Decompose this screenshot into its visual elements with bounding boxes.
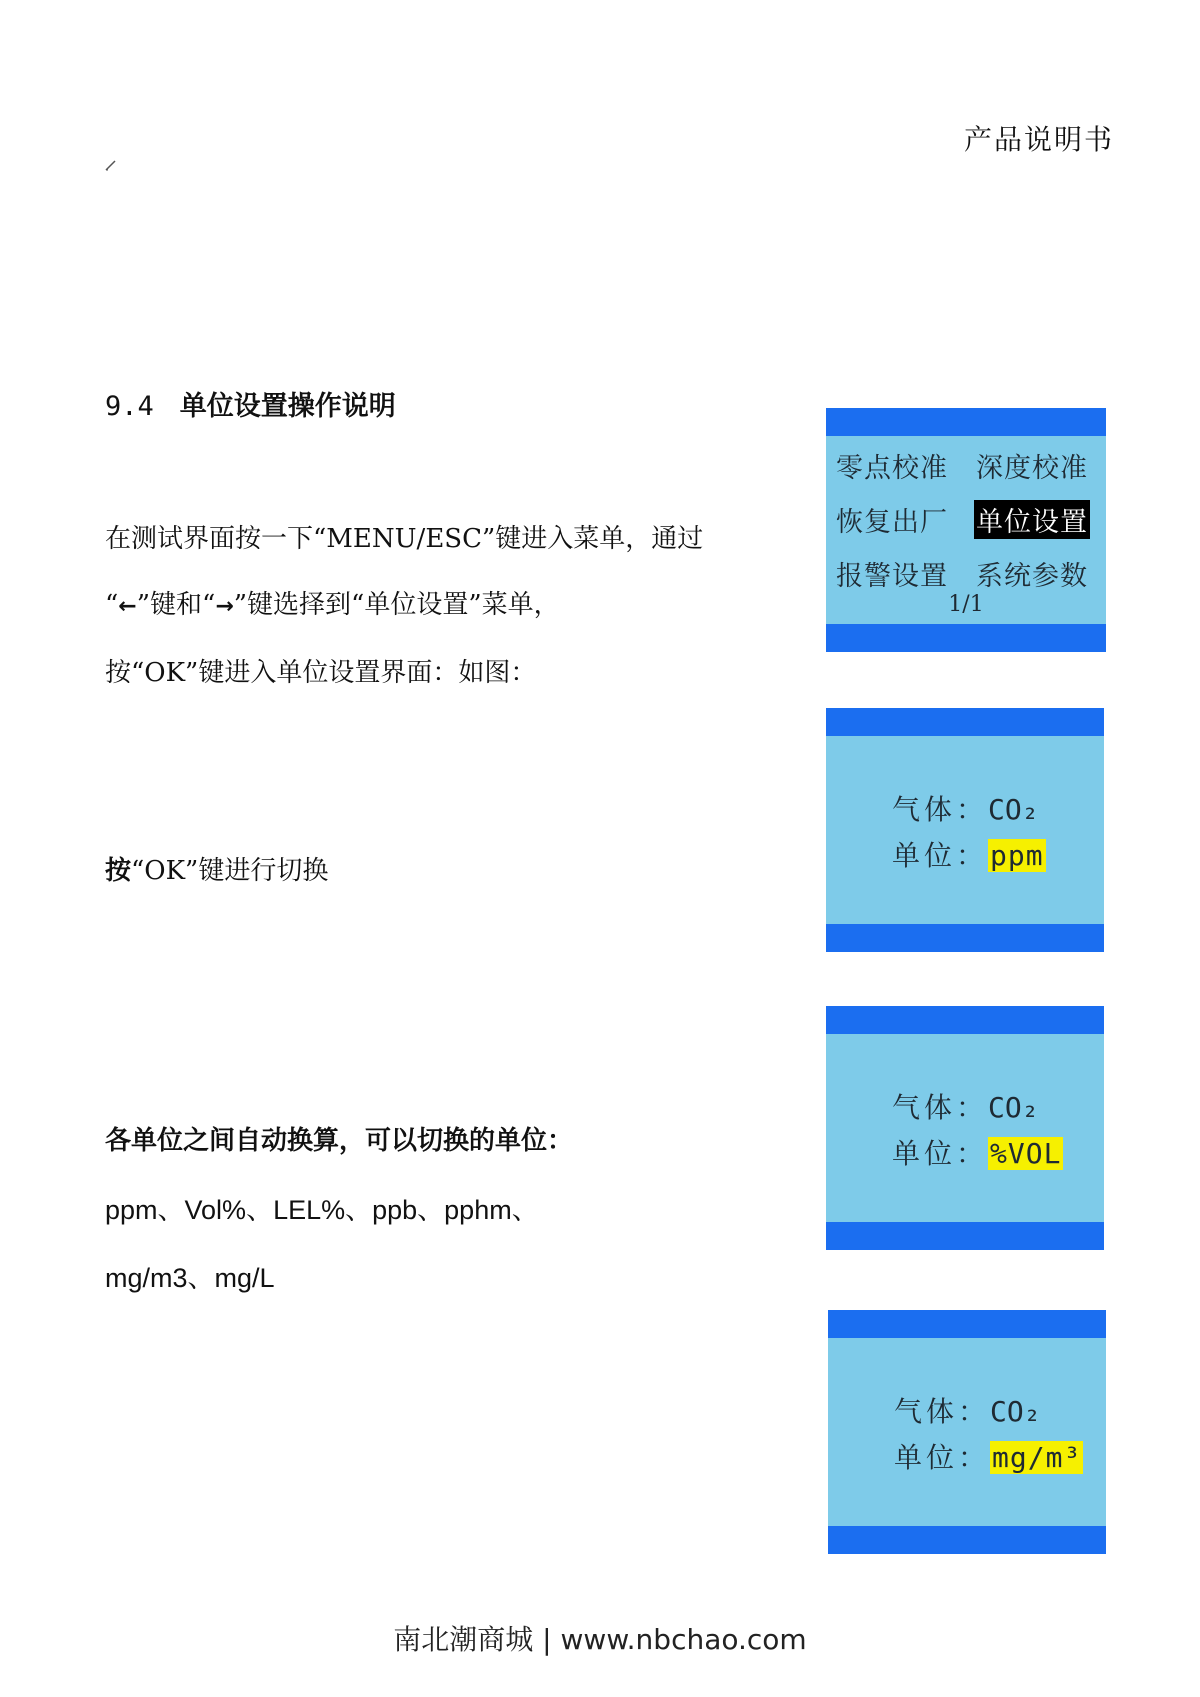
unit-label: 单位：	[892, 839, 989, 872]
page-indicator: 1/1	[948, 592, 984, 617]
section-heading	[105, 384, 396, 423]
intro-line-1: 在测试界面按一下“MENU/ESC”键进入菜单，通过	[105, 524, 704, 554]
unit-row	[894, 1436, 1083, 1476]
screen-bottom-bar	[826, 1222, 1104, 1250]
gas-label: 气体：	[892, 793, 989, 826]
intro-paragraph	[105, 506, 785, 706]
gas-value: CO₂	[990, 1395, 1041, 1428]
unit-value: %VOL	[990, 1137, 1062, 1170]
unit-label: 单位：	[894, 1441, 991, 1474]
menu-item-zero-calibration: 零点校准	[836, 453, 948, 484]
menu-screen	[826, 408, 1106, 652]
unit-label: 单位：	[892, 1137, 989, 1170]
units-list	[105, 1176, 539, 1312]
toggle-text: “OK”键进行切换	[131, 856, 329, 886]
quote-open: “	[105, 590, 119, 620]
right-arrow-icon: →	[215, 594, 234, 619]
unit-row	[892, 834, 1046, 874]
section-number: 9.4	[105, 391, 154, 422]
gas-value: CO₂	[988, 793, 1039, 826]
screen-bottom-bar	[826, 924, 1104, 952]
document-header-title: 产品说明书	[963, 123, 1114, 156]
menu-item-unit-settings: 单位设置	[974, 500, 1090, 539]
pencil-icon	[104, 158, 118, 172]
toggle-instruction	[105, 838, 328, 904]
left-arrow-icon: ←	[118, 594, 137, 619]
intro-line-2-end: ”键选择到“单位设置”菜单，	[233, 590, 560, 620]
unit-screen-ppm	[826, 708, 1104, 952]
unit-screen-vol	[826, 1006, 1104, 1250]
section-title-text: 单位设置操作说明	[179, 391, 396, 422]
units-heading: 各单位之间自动换算，可以切换的单位：	[105, 1126, 574, 1156]
unit-row	[892, 1132, 1063, 1172]
footer-watermark: 南北潮商城 | www.nbchao.com	[393, 1623, 807, 1656]
toggle-first-char: 按	[105, 856, 132, 886]
menu-item-depth-calibration: 深度校准	[976, 453, 1088, 484]
unit-value: ppm	[990, 839, 1044, 872]
intro-line-3: 按“OK”键进入单位设置界面：如图：	[105, 658, 537, 688]
gas-value: CO₂	[988, 1091, 1039, 1124]
screen-top-bar	[826, 408, 1106, 436]
screen-top-bar	[828, 1310, 1106, 1338]
gas-row	[892, 788, 1039, 828]
screen-bottom-bar	[828, 1526, 1106, 1554]
intro-line-2-mid: ”键和“	[136, 590, 216, 620]
units-line-1: ppm、Vol%、LEL%、ppb、pphm、	[105, 1195, 539, 1225]
gas-label: 气体：	[894, 1395, 991, 1428]
units-line-2: mg/m3、mg/L	[105, 1263, 275, 1293]
screen-bottom-bar	[826, 624, 1106, 652]
screen-top-bar	[826, 708, 1104, 736]
gas-label: 气体：	[892, 1091, 989, 1124]
unit-value: mg/m³	[992, 1441, 1082, 1474]
intro-line-2	[105, 572, 785, 640]
screen-top-bar	[826, 1006, 1104, 1034]
menu-item-factory-reset: 恢复出厂	[836, 507, 948, 538]
gas-row	[892, 1086, 1039, 1126]
gas-row	[894, 1390, 1041, 1430]
unit-screen-mgm3	[828, 1310, 1106, 1554]
menu-item-alarm-settings: 报警设置	[836, 561, 948, 592]
menu-item-system-parameters: 系统参数	[976, 561, 1088, 592]
